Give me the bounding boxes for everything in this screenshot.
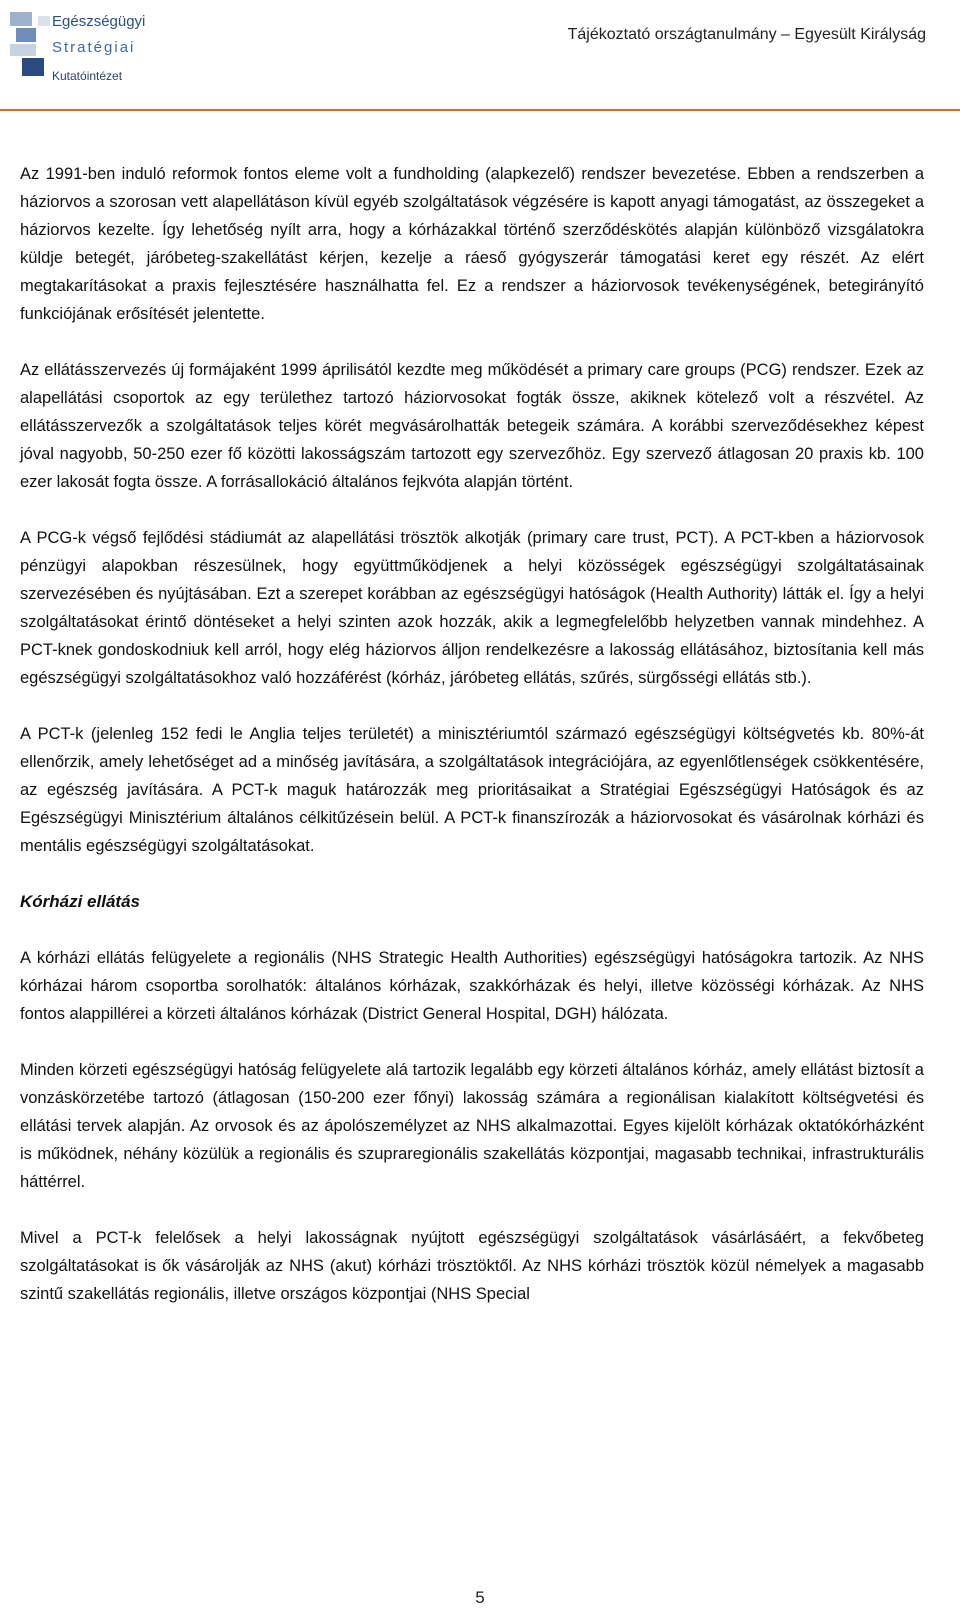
institute-logo [8,10,158,84]
logo-line-2: Stratégiai [52,39,136,56]
paragraph-inpatient-purchasing: Mivel a PCT-k felelősek a helyi lakosságnak nyújtott egészségügyi szolgáltatások vásárlásáért, a fekvőbeteg szolgáltatásokat is ők vásárolják az NHS (akut) kórházi trösztöktől. Az NHS kórházi trösztök közül némelyek a magasabb szintű szakellátás regionális, illetve országos központjai (NHS Special [20,1229,924,1303]
running-title: Tájékoztató országtanulmány – Egyesült Királyság [567,26,926,43]
logo-line-1: Egészségügyi [52,13,146,30]
paragraph-hospital-oversight: A kórházi ellátás felügyelete a regionális (NHS Strategic Health Authorities) egészségügyi hatóságokra tartozik. Az NHS kórházai három csoportba sorolhatók: általános kórházak, szakkórházak és helyi, illetve közösségi kórházak. Az NHS fontos alappillérei a körzeti általános kórházak (District General Hospital, DGH) hálózata. [20,949,924,1023]
paragraph-fundholding: Az 1991-ben induló reformok fontos eleme volt a fundholding (alapkezelő) rendszer bevezetése. Ebben a rendszerben a háziorvos a szorosan vett alapellátáson kívül egyéb szolgáltatások végzésére is kapott anyagi támogatást, az összegeket a háziorvos kezelte. Így lehetőség nyílt arra, hogy a kórházakkal történő szerződéskötés alapján különböző vizsgálatokra küldje betegét, járóbeteg-szakellátást kérjen, kezelje a ráeső gyógyszerár támogatási keret egy részét. Az elért megtakarításokat a praxis fejlesztésére használhatta fel. Ez a rendszer a háziorvosok tevékenységének, betegirányító funkciójának erősítését jelentette. [20,165,924,323]
paragraph-pcg: Az ellátásszervezés új formájaként 1999 áprilisától kezdte meg működését a primary care groups (PCG) rendszer. Ezek az alapellátási csoportok az egy területhez tartozó háziorvosokat fogták össze, akiknek kötelező volt a részvétel. Az ellátásszervezők a szolgáltatások teljes körét megvásárolhatták betegeik számára. A korábbi szerveződésekhez képest jóval nagyobb, 50-250 ezer fő közötti lakosságszám tartozott egy szervezőhöz. Egy szervező átlagosan 20 praxis kb. 100 ezer lakosát fogta össze. A forrásallokáció általános fejkvóta alapján történt. [20,361,924,491]
document-body [20,160,924,1336]
logo-line-3: Kutatóintézet [52,69,123,83]
paragraph-pct-budget: A PCT-k (jelenleg 152 fedi le Anglia teljes területét) a minisztériumtól származó egészségügyi költségvetés kb. 80%-át ellenőrzik, amely lehetőséget ad a minőség javítására, a szolgáltatások integrációjára, az egyenlőtlenségek csökkentésére, az egészség javítására. A PCT-k maguk határozzák meg prioritásaikat a Stratégiai Egészségügyi Hatóságok és az Egészségügyi Minisztérium általános célkitűzésein belül. A PCT-k finanszírozák a háziorvosokat és vásárolnak kórházi és mentális egészségügyi szolgáltatásokat. [20,725,924,855]
section-heading-hospital-care: Kórházi ellátás [20,892,140,911]
header-divider [0,109,960,111]
paragraph-pct: A PCG-k végső fejlődési stádiumát az alapellátási trösztök alkotják (primary care trust, PCT). A PCT-kben a háziorvosok pénzügyi alapokban részesülnek, hogy együttműködjenek a helyi közösségek egészségügyi szolgáltatásainak szervezésében és nyújtásában. Ezt a szerepet korábban az egészségügyi hatóságok (Health Authority) látták el. Így a helyi szolgáltatásokat érintő döntéseket a helyi szinten azok hozzák, akik a legmegfelelőbb helyzetben vannak mindehhez. A PCT-knek gondoskodniuk kell arról, hogy elég háziorvos álljon rendelkezésre a lakosság ellátásához, biztosítania kell más egészségügyi szolgáltatásokhoz való hozzáférést (kórház, járóbeteg ellátás, szűrés, sürgősségi ellátás stb.). [20,529,924,687]
paragraph-district-hospital: Minden körzeti egészségügyi hatóság felügyelete alá tartozik legalább egy körzeti általános kórház, amely ellátást biztosít a vonzáskörzetébe tartozó (átlagosan (150-200 ezer főnyi) lakosság számára a regionálisan kialakított költségvetési és ellátási tervek alapján. Az orvosok és az ápolószemélyzet az NHS alkalmazottai. Egyes kijelölt kórházak oktatókórházként is működnek, néhány közülük a regionális és szupraregionális szakellátás központjai, magasabb technikai, infrastrukturális háttérrel. [20,1061,924,1191]
logo-mark-icon [8,10,54,82]
page-header [0,0,960,116]
page-number: 5 [475,1588,485,1607]
